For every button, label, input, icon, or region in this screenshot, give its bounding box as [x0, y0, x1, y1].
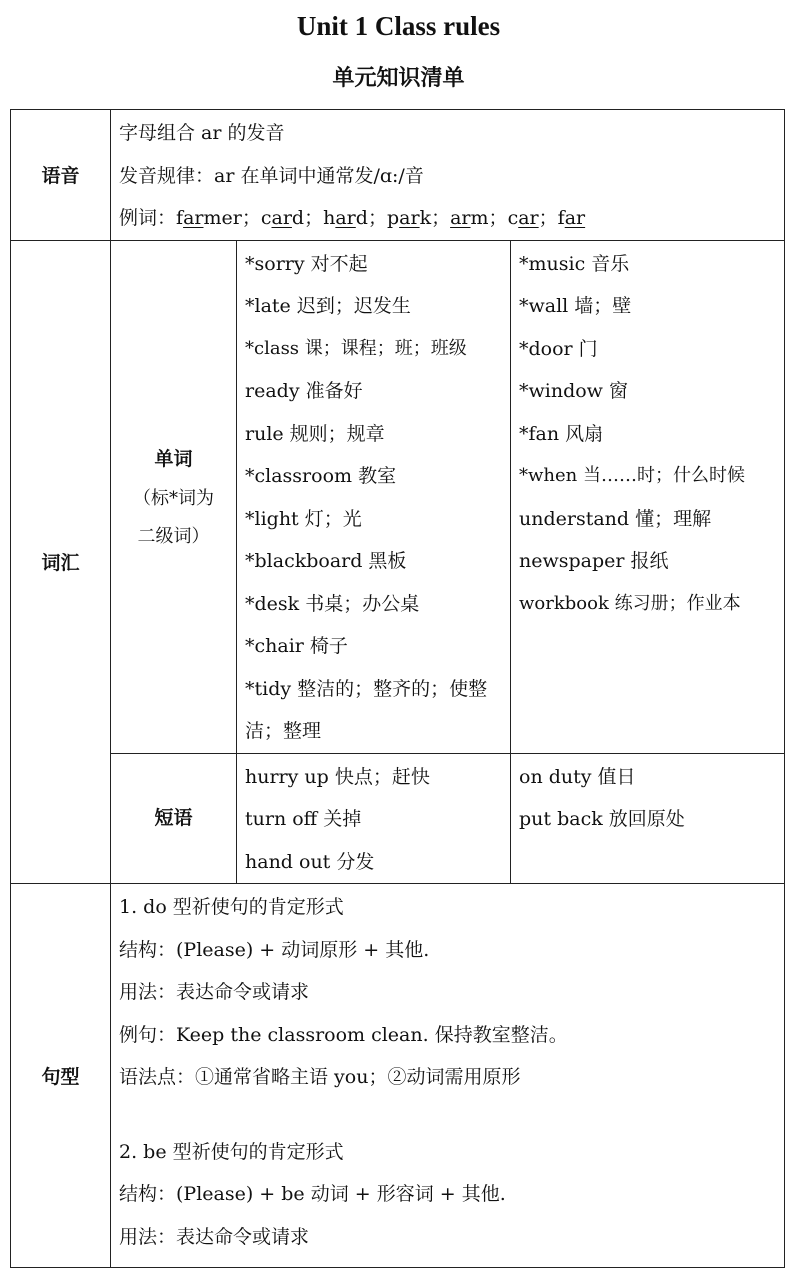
phrase-item: hand out 分发: [245, 850, 375, 873]
word-item: *when 当……时；什么时候: [519, 465, 745, 486]
word-item: *light 灯；光: [245, 507, 362, 530]
vocabulary-phrases-row: [11, 753, 785, 884]
examples-label: 例词：: [119, 207, 177, 229]
sentence-line: 用法：表达命令或请求: [119, 1225, 310, 1248]
vocabulary-header: 词汇: [11, 240, 111, 884]
vocabulary-words-row: [11, 240, 785, 753]
word-item: *blackboard 黑板: [245, 550, 407, 572]
words-note-1: （标*词为: [133, 487, 214, 509]
example-word: far: [557, 207, 586, 229]
word-item: *door 门: [519, 337, 598, 360]
words-note-2: 二级词）: [137, 525, 210, 547]
word-item: *class 课；课程；班；班级: [245, 337, 467, 359]
spacer: [119, 1099, 776, 1131]
word-item: *classroom 教室: [245, 465, 397, 487]
separator: ；: [538, 207, 558, 229]
pronunciation-content: [111, 110, 785, 241]
word-item: *window 窗: [519, 380, 628, 402]
phrase-item: put back 放回原处: [519, 808, 685, 830]
example-word: hard: [323, 207, 368, 229]
phrases-label: 短语: [154, 807, 193, 830]
pronunciation-row: [11, 110, 785, 241]
pronunciation-header: 语音: [11, 110, 111, 241]
separator: ；: [241, 207, 261, 229]
sentence-line: 1. do 型祈使句的肯定形式: [119, 896, 344, 918]
phrase-item: hurry up 快点；赶快: [245, 765, 430, 788]
example-word: card: [260, 207, 305, 229]
phrase-item: on duty 值日: [519, 765, 636, 788]
words-label-cell: [111, 240, 237, 753]
sentence-line: 结构：(Please) + be 动词 + 形容词 + 其他.: [119, 1183, 506, 1205]
word-item: *sorry 对不起: [245, 252, 368, 275]
word-item: *late 迟到；迟发生: [245, 295, 411, 317]
sentence-line: 例句：Keep the classroom clean. 保持教室整洁。: [119, 1023, 568, 1046]
sentences-header: 句型: [11, 884, 111, 1268]
example-word: farmer: [176, 207, 242, 229]
page-title: Unit 1 Class rules: [296, 11, 501, 41]
words-label: 单词: [154, 447, 193, 470]
page-subtitle: 单元知识清单: [332, 66, 465, 91]
phrases-left-column: [237, 753, 511, 884]
knowledge-table: [10, 109, 785, 1268]
phrase-item: turn off 关掉: [245, 808, 362, 830]
word-item: ready 准备好: [245, 380, 363, 402]
sentence-line: 用法：表达命令或请求: [119, 981, 310, 1003]
pronunciation-examples: [119, 197, 776, 240]
words-right-column: [511, 240, 785, 753]
word-item: *chair 椅子: [245, 635, 348, 657]
sentence-line: 2. be 型祈使句的肯定形式: [119, 1140, 344, 1163]
separator: ；: [488, 207, 508, 229]
sentence-line: 语法点：①通常省略主语 you；②动词需用原形: [119, 1066, 521, 1088]
word-item: workbook 练习册；作业本: [519, 592, 741, 614]
sentences-row: [11, 884, 785, 1268]
example-word: park: [386, 207, 432, 229]
phrases-label-cell: [111, 753, 237, 884]
word-item: *tidy 整洁的；整齐的；使整洁；整理: [245, 677, 488, 742]
word-item: *music 音乐: [519, 252, 630, 275]
word-item: *wall 墙；壁: [519, 295, 632, 317]
example-word: arm: [450, 207, 489, 229]
phrases-right-column: [511, 753, 785, 884]
word-item: *fan 风扇: [519, 422, 604, 445]
sentence-line: 结构：(Please) + 动词原形 + 其他.: [119, 938, 430, 961]
pronunciation-line-1: 字母组合 ar 的发音: [119, 122, 285, 144]
word-item: understand 懂；理解: [519, 507, 712, 530]
word-item: newspaper 报纸: [519, 550, 669, 572]
separator: ；: [367, 207, 387, 229]
words-left-column: [237, 240, 511, 753]
examples-list: [176, 207, 585, 229]
word-item: rule 规则；规章: [245, 422, 385, 445]
separator: ；: [304, 207, 324, 229]
example-word: car: [507, 207, 539, 229]
word-item: *desk 书桌；办公桌: [245, 592, 420, 615]
separator: ；: [431, 207, 451, 229]
sentences-content: [111, 884, 785, 1268]
pronunciation-line-2: 发音规律：ar 在单词中通常发/ɑ:/音: [119, 164, 424, 187]
